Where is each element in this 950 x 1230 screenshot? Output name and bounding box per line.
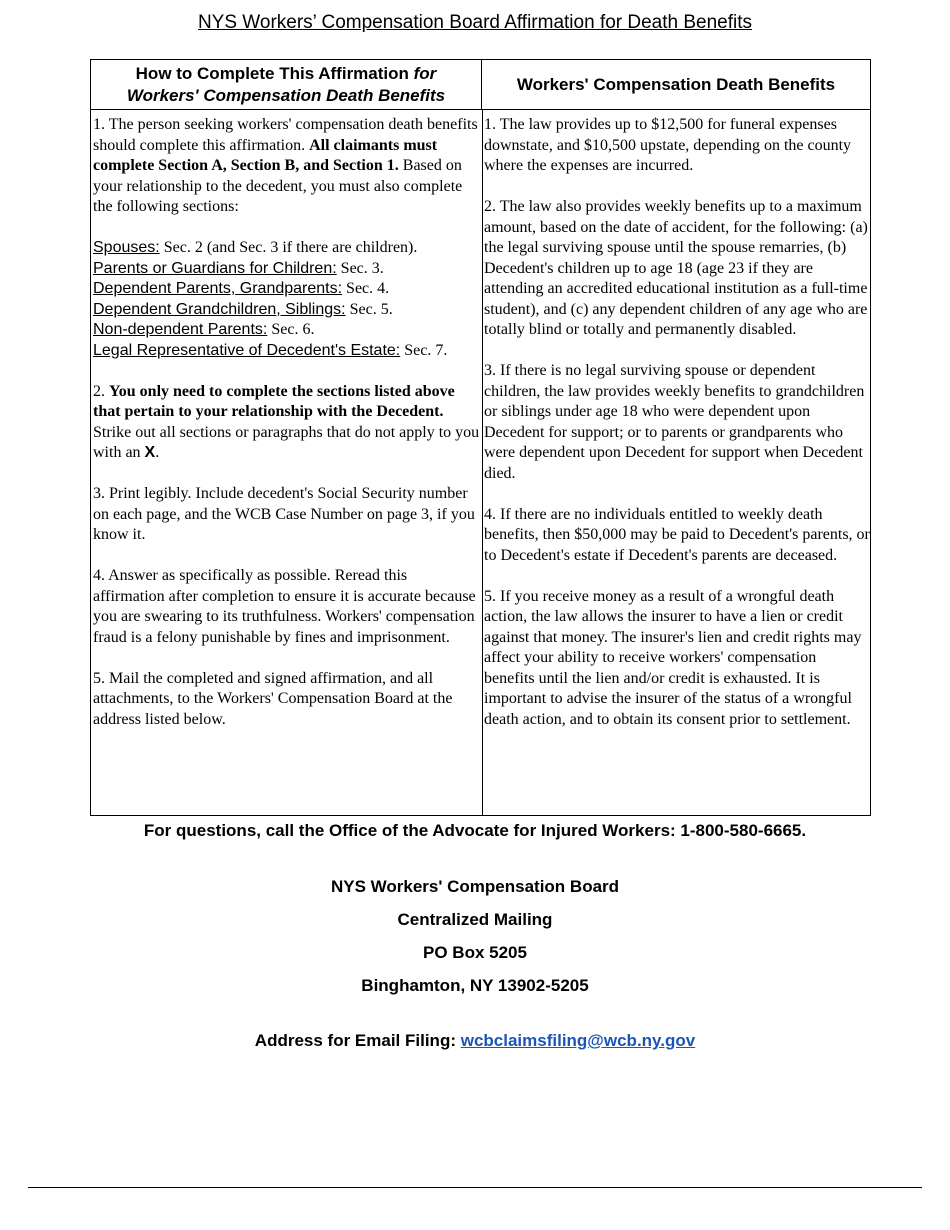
left-header-italic-2: Workers' Compensation Death Benefits (126, 85, 446, 105)
right-paragraph-1: 1. The law provides up to $12,500 for funeral expenses downstate, and $10,500 upstate, depending on the county where the expenses are incurred. (484, 116, 852, 174)
section-label: Dependent Parents, Grandparents: (93, 280, 343, 297)
left-p2-period: . (155, 444, 160, 461)
section-text: Sec. 3. (336, 259, 384, 277)
section-text: Sec. 4. (342, 280, 390, 297)
address-line-1: NYS Workers' Compensation Board (330, 877, 620, 896)
address-line-4: Binghamton, NY 13902-5205 (361, 976, 589, 995)
section-item (93, 279, 481, 300)
section-item (93, 341, 481, 362)
right-paragraph-2: 2. The law also provides weekly benefits up to a maximum amount, based on the date of accident, for the following: (a) the legal surviving spouse until the spouse remarries, (b) Decedent's children up to age 18 (age 23 if they are attending an accredited educational institution as a full-time student), and (c) any dependent children of any age who are totally blind or totally and permanently disabled. (484, 198, 868, 338)
page-title: NYS Workers’ Compensation Board Affirmation for Death Benefits (197, 12, 753, 33)
email-filing-line (0, 1031, 950, 1051)
section-label: Non-dependent Parents: (93, 321, 268, 338)
questions-line: For questions, call the Office of the Advocate for Injured Workers: 1-800-580-6665. (143, 821, 807, 840)
right-paragraph-5: 5. If you receive money as a result of a wrongful death action, the law allows the insurer to have a lien or credit against that money. The insurer's lien and credit rights may affect your ability to receive workers' compensation benefits until the lien and/or credit is exhausted. It is important to advise the insurer of the status of a wrongful death action, and to obtain its consent prior to settlement. (484, 587, 862, 728)
right-column (484, 115, 870, 751)
section-text: Sec. 2 (and Sec. 3 if there are children). (159, 239, 418, 256)
section-item (93, 238, 481, 259)
footer-rule (28, 1187, 922, 1188)
right-paragraph-3: 3. If there is no legal surviving spouse or dependent children, the law provides weekly benefits to grandchildren or siblings under age 18 who were dependent upon Decedent for support; or to parents or grandparents who were dependent upon Decedent for support when Decedent died. (484, 362, 865, 482)
section-label: Spouses: (93, 239, 160, 256)
section-label: Parents or Guardians for Children: (93, 259, 337, 277)
address-line-2: Centralized Mailing (397, 910, 553, 929)
section-text: Sec. 7. (400, 341, 448, 359)
left-column-header (91, 60, 482, 110)
left-p2-text: Strike out all sections or paragraphs that do not apply to you with an (93, 423, 480, 461)
left-p1-text-2: Based on your relationship to the decedent, you must also complete the following sections: (93, 157, 463, 215)
left-paragraph-2 (93, 382, 481, 464)
left-paragraph-4: 4. Answer as specifically as possible. Reread this affirmation after completion to ensure it is accurate because you are swearing to its truthfulness. Workers' compensation fraud is a felony punishable by fines and imprisonment. (93, 567, 476, 646)
section-label: Legal Representative of Decedent's Estate: (93, 341, 401, 359)
email-label: Address for Email Filing: (254, 1031, 461, 1050)
right-column-header: Workers' Compensation Death Benefits (482, 60, 870, 110)
left-p2-number: 2. (93, 382, 109, 400)
address-line-3: PO Box 5205 (423, 943, 527, 962)
right-paragraph-4: 4. If there are no individuals entitled to weekly death benefits, then $50,000 may be paid to Decedent's parents, or to Decedent's estate if Decedent's parents are deceased. (484, 505, 870, 564)
left-header-text: How to Complete This Affirmation (135, 63, 414, 83)
email-link[interactable]: wcbclaimsfiling@wcb.ny.gov (460, 1031, 696, 1050)
section-item (93, 259, 481, 280)
section-item (93, 300, 481, 321)
left-paragraph-1 (93, 115, 481, 218)
section-item (93, 320, 481, 341)
left-paragraph-3: 3. Print legibly. Include decedent's Social Security number on each page, and the WCB Case Number on page 3, if you know it. (93, 485, 475, 543)
section-label: Dependent Grandchildren, Siblings: (93, 300, 346, 318)
left-column (93, 115, 481, 751)
section-text: Sec. 5. (345, 300, 393, 318)
section-text: Sec. 6. (267, 321, 315, 338)
left-p1-text: 1. The person seeking workers' compensation death benefits should complete this affirmation. (93, 116, 478, 154)
instructions-table (90, 59, 871, 816)
left-header-italic: for (413, 63, 437, 83)
strike-x-mark: X (144, 444, 156, 461)
left-p2-bold: You only need to complete the sections listed above that pertain to your relationship with the Decedent. (93, 382, 455, 420)
column-divider (482, 110, 483, 815)
left-p1-bold: All claimants must complete Section A, Section B, and Section 1. (93, 136, 438, 174)
left-paragraph-5: 5. Mail the completed and signed affirmation, and all attachments, to the Workers' Compensation Board at the address listed below. (93, 669, 453, 728)
